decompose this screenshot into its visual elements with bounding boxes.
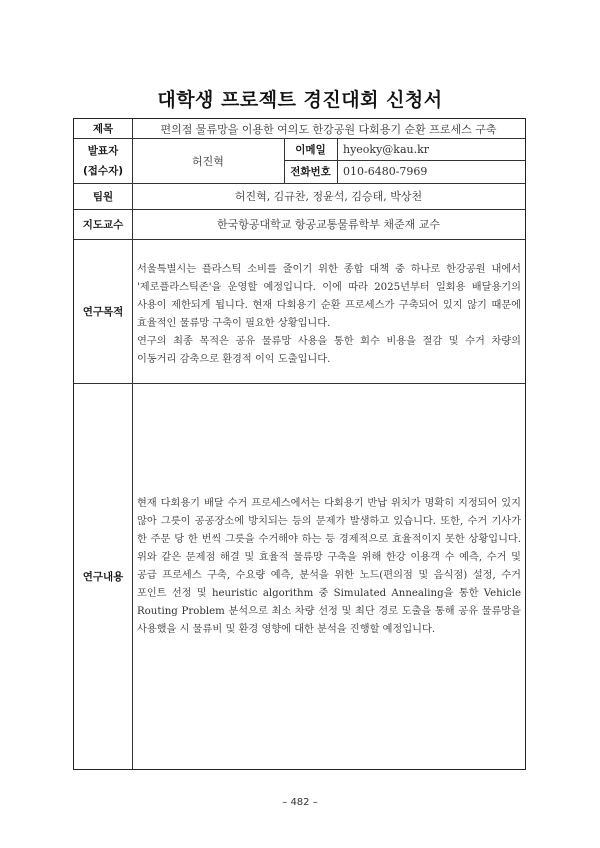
- phone-label: 전화번호: [290, 166, 331, 178]
- team-label: 팀원: [92, 190, 114, 203]
- row-divider: [74, 383, 525, 384]
- content-paragraph: 현재 다회용기 배달 수거 프로세스에서는 다회용기 반납 위치가 명확히 지정되어 있지 않아 그릇이 공공장소에 방치되는 등의 문제가 발생하고 있습니다. 또한, 수거 기사가 한 주문 당 한 번씩 그릇을 수거해야 하는 등 경제적으로 효율적이지 못한 상황입니다. 위와 같은 문제점 해결 및 효율적 물류망 구축을 위해 한강 이용객 수 예측, 수거 및 공급 프로세스 구축, 수요량 예측, 분석을 위한 노드(편의점 및 음식점) 설정, 수거 포인트 선정 및 heuristic algorithm 중 Simulated Annealing을 통한 Vehicle Routing Problem 분석으로 최소 차량 선정 및 최단 경로 도출을 통해 공유 물류망을 사용했을 시 물류비 및 환경 영향에 대한 분석을 진행할 예정입니다.: [137, 498, 521, 635]
- purpose-label: 연구목적: [82, 305, 124, 318]
- presenter-value: 허진혁: [192, 154, 224, 168]
- presenter-label: [74, 138, 132, 183]
- row-divider: [74, 239, 525, 240]
- document-title: 대학생 프로젝트 경진대회 신청서: [157, 89, 443, 111]
- subject-label: 제목: [92, 123, 114, 135]
- purpose-text: 서울특별시는 플라스틱 소비를 줄이기 위한 종합 대책 중 하나로 한강공원 내에서 '제로플라스틱존'을 운영할 예정입니다. 이에 따라 2025년부터 일회용 배달용기의 사용이 제한되게 됩니다. 현재 다회용기 순환 프로세스가 구축되어 있지 않기 때문에 효율적인 물류망 구축이 필요한 상황입니다.: [137, 264, 521, 329]
- application-form-table: [73, 118, 526, 770]
- page-number: – 482 –: [282, 797, 318, 808]
- subject-value: 편의점 물류망을 이용한 여의도 한강공원 다회용기 순환 프로세스 구축: [160, 122, 497, 136]
- email-label: 이메일: [295, 143, 326, 156]
- team-value: 허진혁, 김규찬, 정윤석, 김승태, 박상천: [234, 190, 423, 203]
- email-value: hyeoky@kau.kr: [343, 142, 430, 156]
- purpose-text-2: 연구의 최종 목적은 공유 물류망 사용을 통한 회수 비용을 절감 및 수거 차량의 이동거리 감축으로 환경적 이익 도출입니다.: [137, 336, 521, 365]
- content-label: 연구내용: [82, 570, 124, 583]
- presenter-label-line2: (접수자): [82, 164, 124, 177]
- advisor-label: 지도교수: [82, 218, 124, 231]
- phone-value: 010-6480-7969: [343, 165, 428, 178]
- purpose-paragraph: [137, 261, 521, 369]
- presenter-label-line1: 발표자: [87, 144, 119, 157]
- advisor-value: 한국항공대학교 항공교통물류학부 채준재 교수: [216, 218, 440, 231]
